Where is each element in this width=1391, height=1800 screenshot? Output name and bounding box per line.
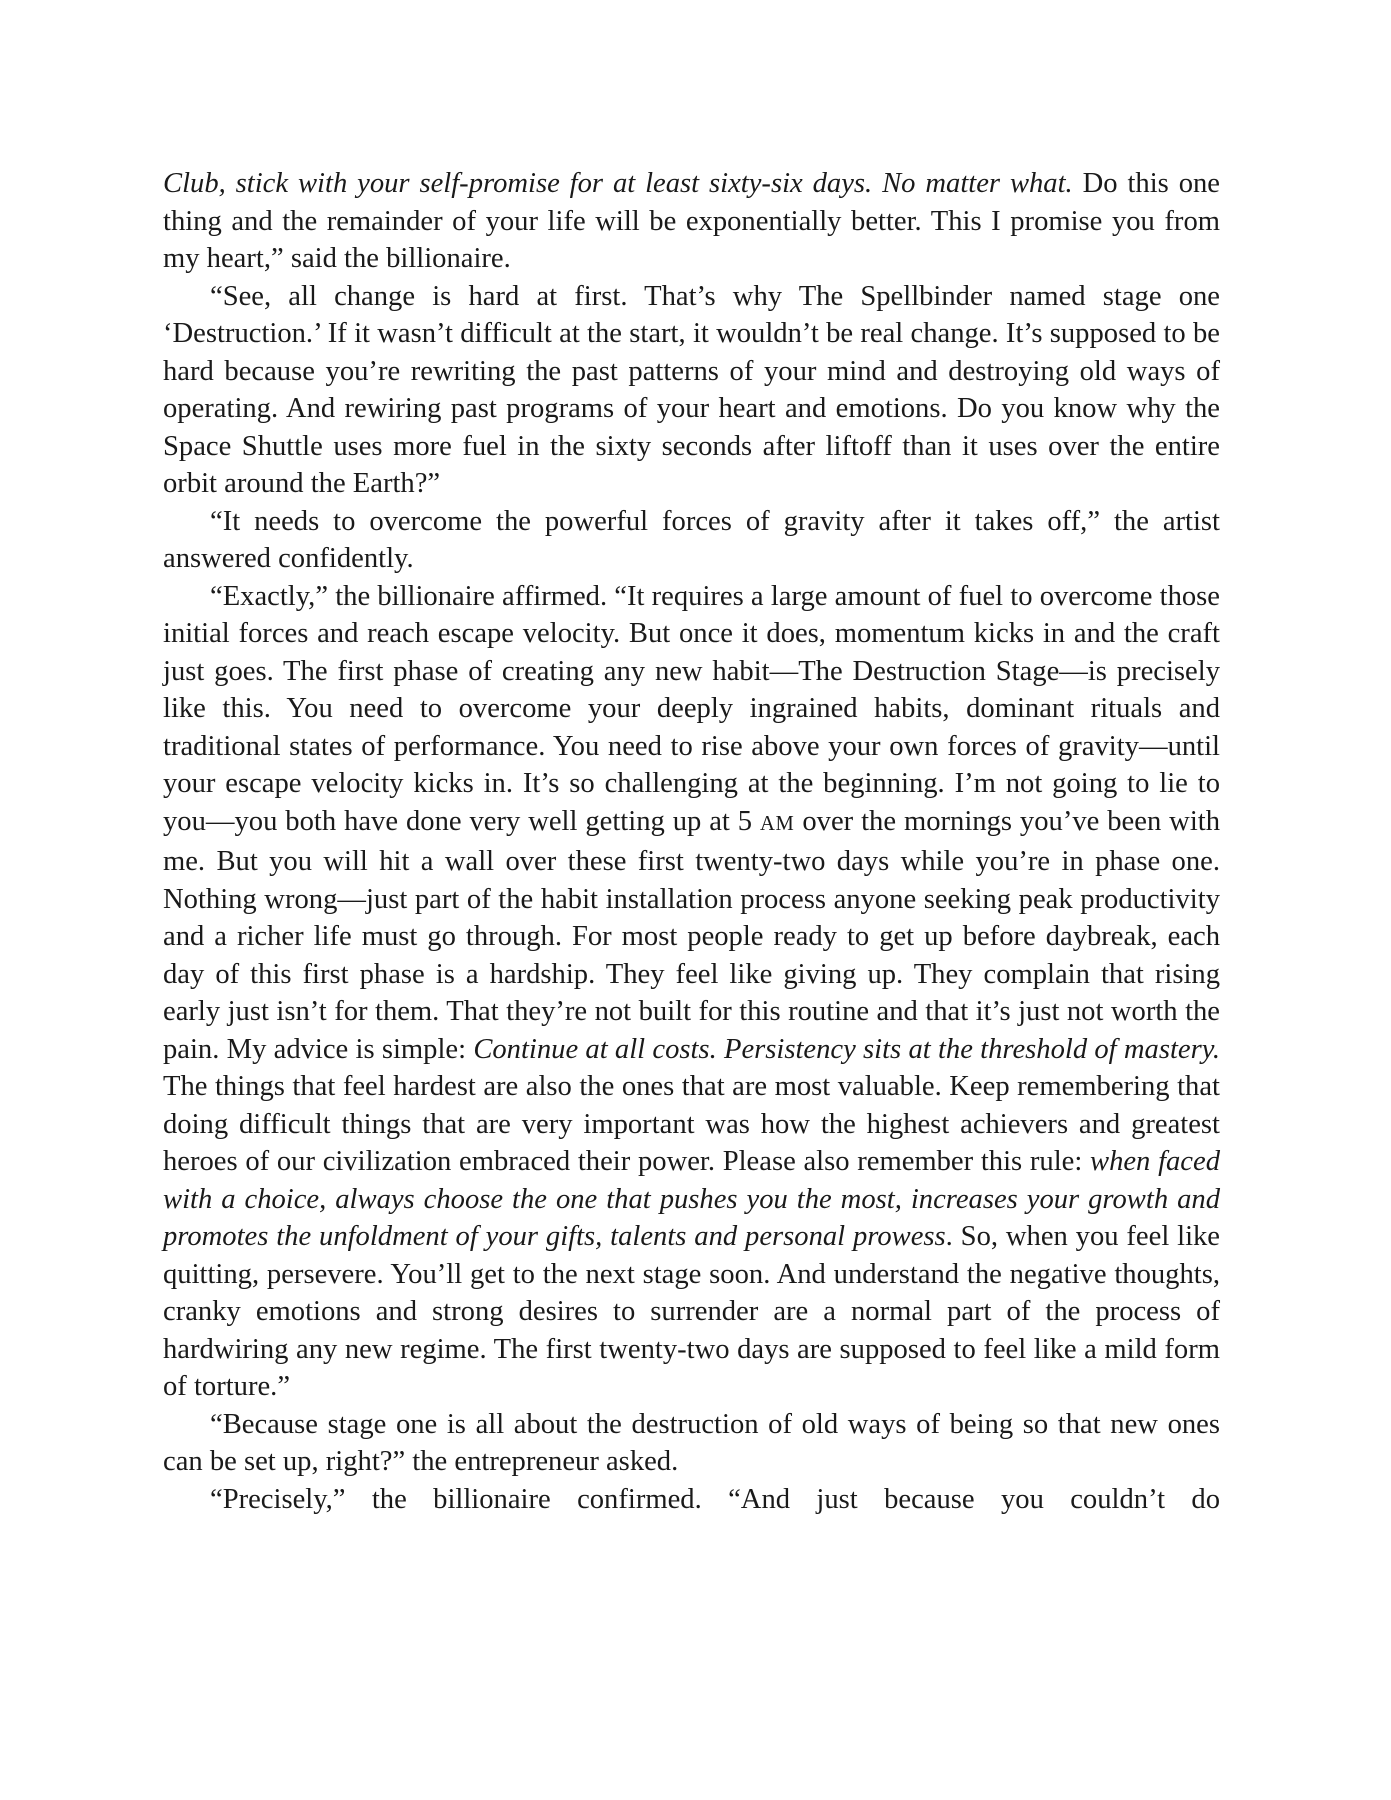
paragraph-4-text-7: . So, when you feel like quitting, persevere. You’ll get to the next stage soon. And understand the negative thoughts, cranky emotions and strong desires to surrender are a normal part of the process of hardwiring any new regime. The first twenty-two days are supposed to feel like a mild form of torture.” [163,1221,1220,1402]
paragraph-3 [163,503,1220,578]
paragraph-4 [163,578,1220,1406]
paragraph-5-text-1: “Because stage one is all about the destruction of old ways of being so that new ones can be set up, right?” the entrepreneur asked. [163,1408,1220,1477]
paragraph-4-text-3: over the mornings you’ve been with me. But you will hit a wall over these first twenty-two days while you’re in phase one. Nothing wrong—just part of the habit installation process anyone seeking peak productivity and a richer life must go through. For most people ready to get up before daybreak, each day of this first phase is a hardship. They feel like giving up. They complain that rising early just isn’t for them. That they’re not built for this routine and that it’s just not worth the pain. My advice is simple: [163,805,1220,1065]
paragraph-4-italic-6: when faced with a choice, always choose the one that pushes you the most, increases your growth and promotes the unfoldment of your gifts, talents and personal prowess [163,1146,1220,1252]
paragraph-1-italic-1: Club, stick with your self-promise for at least sixty-six days. No matter what. [163,168,1073,199]
paragraph-6 [163,1481,1220,1519]
paragraph-6-text-1: “Precisely,” the billionaire confirmed. “And just because you couldn’t do [210,1483,1220,1515]
paragraph-3-text-1: “It needs to overcome the powerful forces of gravity after it takes off,” the artist answered confidently. [163,505,1220,574]
paragraph-1 [163,165,1220,278]
paragraph-4-italic-4: Continue at all costs. Persistency sits at the threshold of mastery. [473,1033,1220,1065]
paragraph-2-text-1: “See, all change is hard at first. That’s why The Spellbinder named stage one ‘Destruction.’ If it wasn’t difficult at the start, it wouldn’t be real change. It’s supposed to be hard because you’re rewriting the past patterns of your mind and destroying old ways of operating. And rewiring past programs of your heart and emotions. Do you know why the Space Shuttle uses more fuel in the sixty seconds after liftoff than it uses over the entire orbit around the Earth?” [163,280,1220,499]
paragraph-2 [163,278,1220,503]
paragraph-5 [163,1406,1220,1481]
paragraph-4-text-5: The things that feel hardest are also the ones that are most valuable. Keep remembering that doing difficult things that are very important was how the highest achievers and greatest heroes of our civilization embraced their power. Please also remember this rule: [163,1071,1220,1177]
book-page [163,165,1220,1518]
paragraph-1-text-2: Do this one thing and the remainder of your life will be exponentially better. This I promise you from my heart,” said the billionaire. [163,168,1220,274]
paragraph-4-text-1: “Exactly,” the billionaire affirmed. “It requires a large amount of fuel to overcome those initial forces and reach escape velocity. But once it does, momentum kicks in and the craft just goes. The first phase of creating any new habit—The Destruction Stage—is precisely like this. You need to overcome your deeply ingrained habits, dominant rituals and traditional states of performance. You need to rise above your own forces of gravity—until your escape velocity kicks in. It’s so challenging at the beginning. I’m not going to lie to you—you both have done very well getting up at 5 [163,580,1220,837]
paragraph-4-smallcaps-am: AM [760,812,795,835]
